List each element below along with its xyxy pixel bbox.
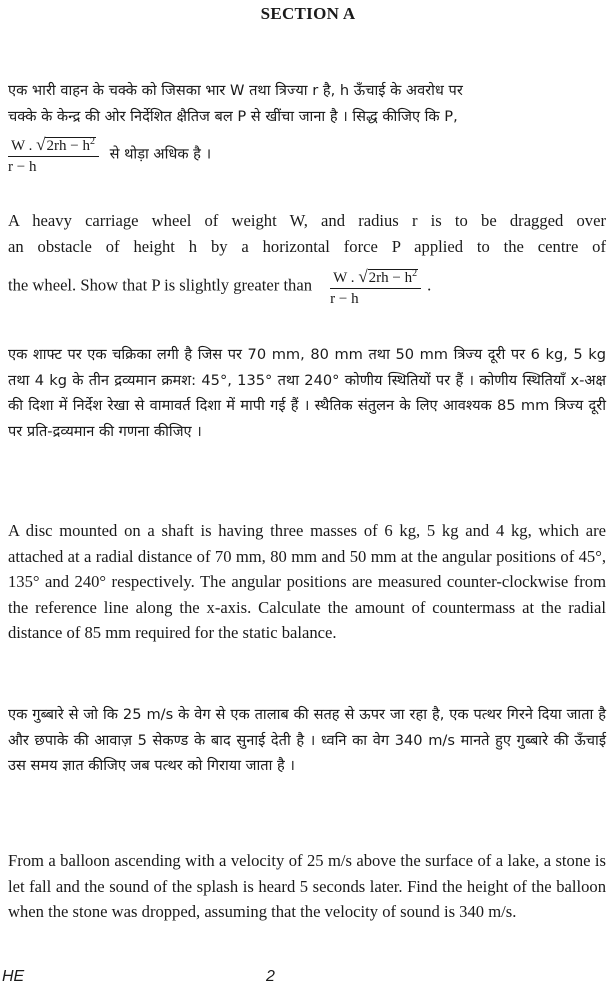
q3-hindi: एक गुब्बारे से जो कि 25 m/s के वेग से एक तालाब की सतह से ऊपर जा रहा है, एक पत्थर गिरने दिया जाता है और छपाके की आवाज़ 5 सेकण्ड के बाद सुनाई देती है । ध्वनि का वेग 340 m/s मानते हुए गुब्बारे की ऊँचाई उस समय ज्ञात कीजिए जब पत्थर को गिराया जाता है । — [8, 706, 606, 775]
q1-english-line-1: A heavy carriage wheel of weight W, and radius r is to be dragged over — [8, 211, 606, 230]
q1-formula-english: $\frac{W . √2rh - h^2}{r - h}$ — [330, 265, 421, 308]
q1-english-line-3: the wheel. Show that P is slightly greater than — [8, 275, 313, 295]
q1-english-formula-line — [8, 265, 606, 308]
formula-denominator: r − h — [8, 159, 37, 176]
formula-denominator: r − h — [330, 291, 359, 308]
q1-formula-hindi: $\frac{W . √2rh - h^2}{r - h}$ — [8, 133, 99, 176]
q1-english-end: . — [427, 275, 432, 295]
formula-radical: 2rh − h — [46, 138, 90, 155]
page-number: 2 — [266, 968, 275, 985]
q1-hindi — [8, 78, 606, 176]
q1-hindi-formula-line — [8, 133, 606, 176]
formula-exponent: 2 — [412, 268, 418, 280]
section-heading: SECTION A — [260, 4, 356, 23]
q1-hindi-tail: से थोड़ा अधिक है । — [109, 145, 212, 163]
q1-hindi-line-1: एक भारी वाहन के चक्के को जिसका भार W तथा त्रिज्या r है, h ऊँचाई के अवरोध पर — [8, 82, 463, 99]
paper-code: HE — [2, 968, 25, 985]
formula-exponent: 2 — [89, 136, 95, 148]
q2-english: A disc mounted on a shaft is having three masses of 6 kg, 5 kg and 4 kg, which are attached at a radial distance of 70 mm, 80 mm and 50 mm at the angular positions of 45°, 135° and 240° respectively. The angular positions are measured counter-clockwise from the reference line along the x-axis. Calculate the amount of countermass at the radial distance of 85 mm required for the static balance. — [8, 521, 606, 643]
q1-hindi-line-2: चक्के के केन्द्र की ओर निर्देशित क्षैतिज बल P से खींचा जाना है । सिद्ध कीजिए कि P, — [8, 107, 458, 125]
formula-radical: 2rh − h — [368, 270, 413, 287]
formula-num-prefix: W . — [333, 270, 359, 287]
q2-hindi: एक शाफ्ट पर एक चक्रिका लगी है जिस पर 70 mm, 80 mm तथा 50 mm त्रिज्य दूरी पर 6 kg, 5 kg तथा 4 kg के तीन द्रव्यमान क्रमश: 45°, 135° तथा 240° कोणीय स्थितियों पर हैं । कोणीय स्थितियाँ x-अक्ष की दिशा में निर्देश रेखा से वामावर्त दिशा में मापी गई हैं । स्थैतिक संतुलन के लिए आवश्यक 85 mm त्रिज्य दूरी पर प्रति-द्रव्यमान की गणना कीजिए । — [8, 346, 606, 440]
q1-english-line-2: an obstacle of height h by a horizontal force P applied to the centre of — [8, 236, 606, 256]
q3-english: From a balloon ascending with a velocity of 25 m/s above the surface of a lake, a stone is let fall and the sound of the splash is heard 5 seconds later. Find the height of the balloon when the stone was dropped, assuming that the velocity of sound is 340 m/s. — [8, 851, 606, 922]
q1-english — [8, 208, 606, 308]
formula-num-prefix: W . — [11, 138, 37, 155]
